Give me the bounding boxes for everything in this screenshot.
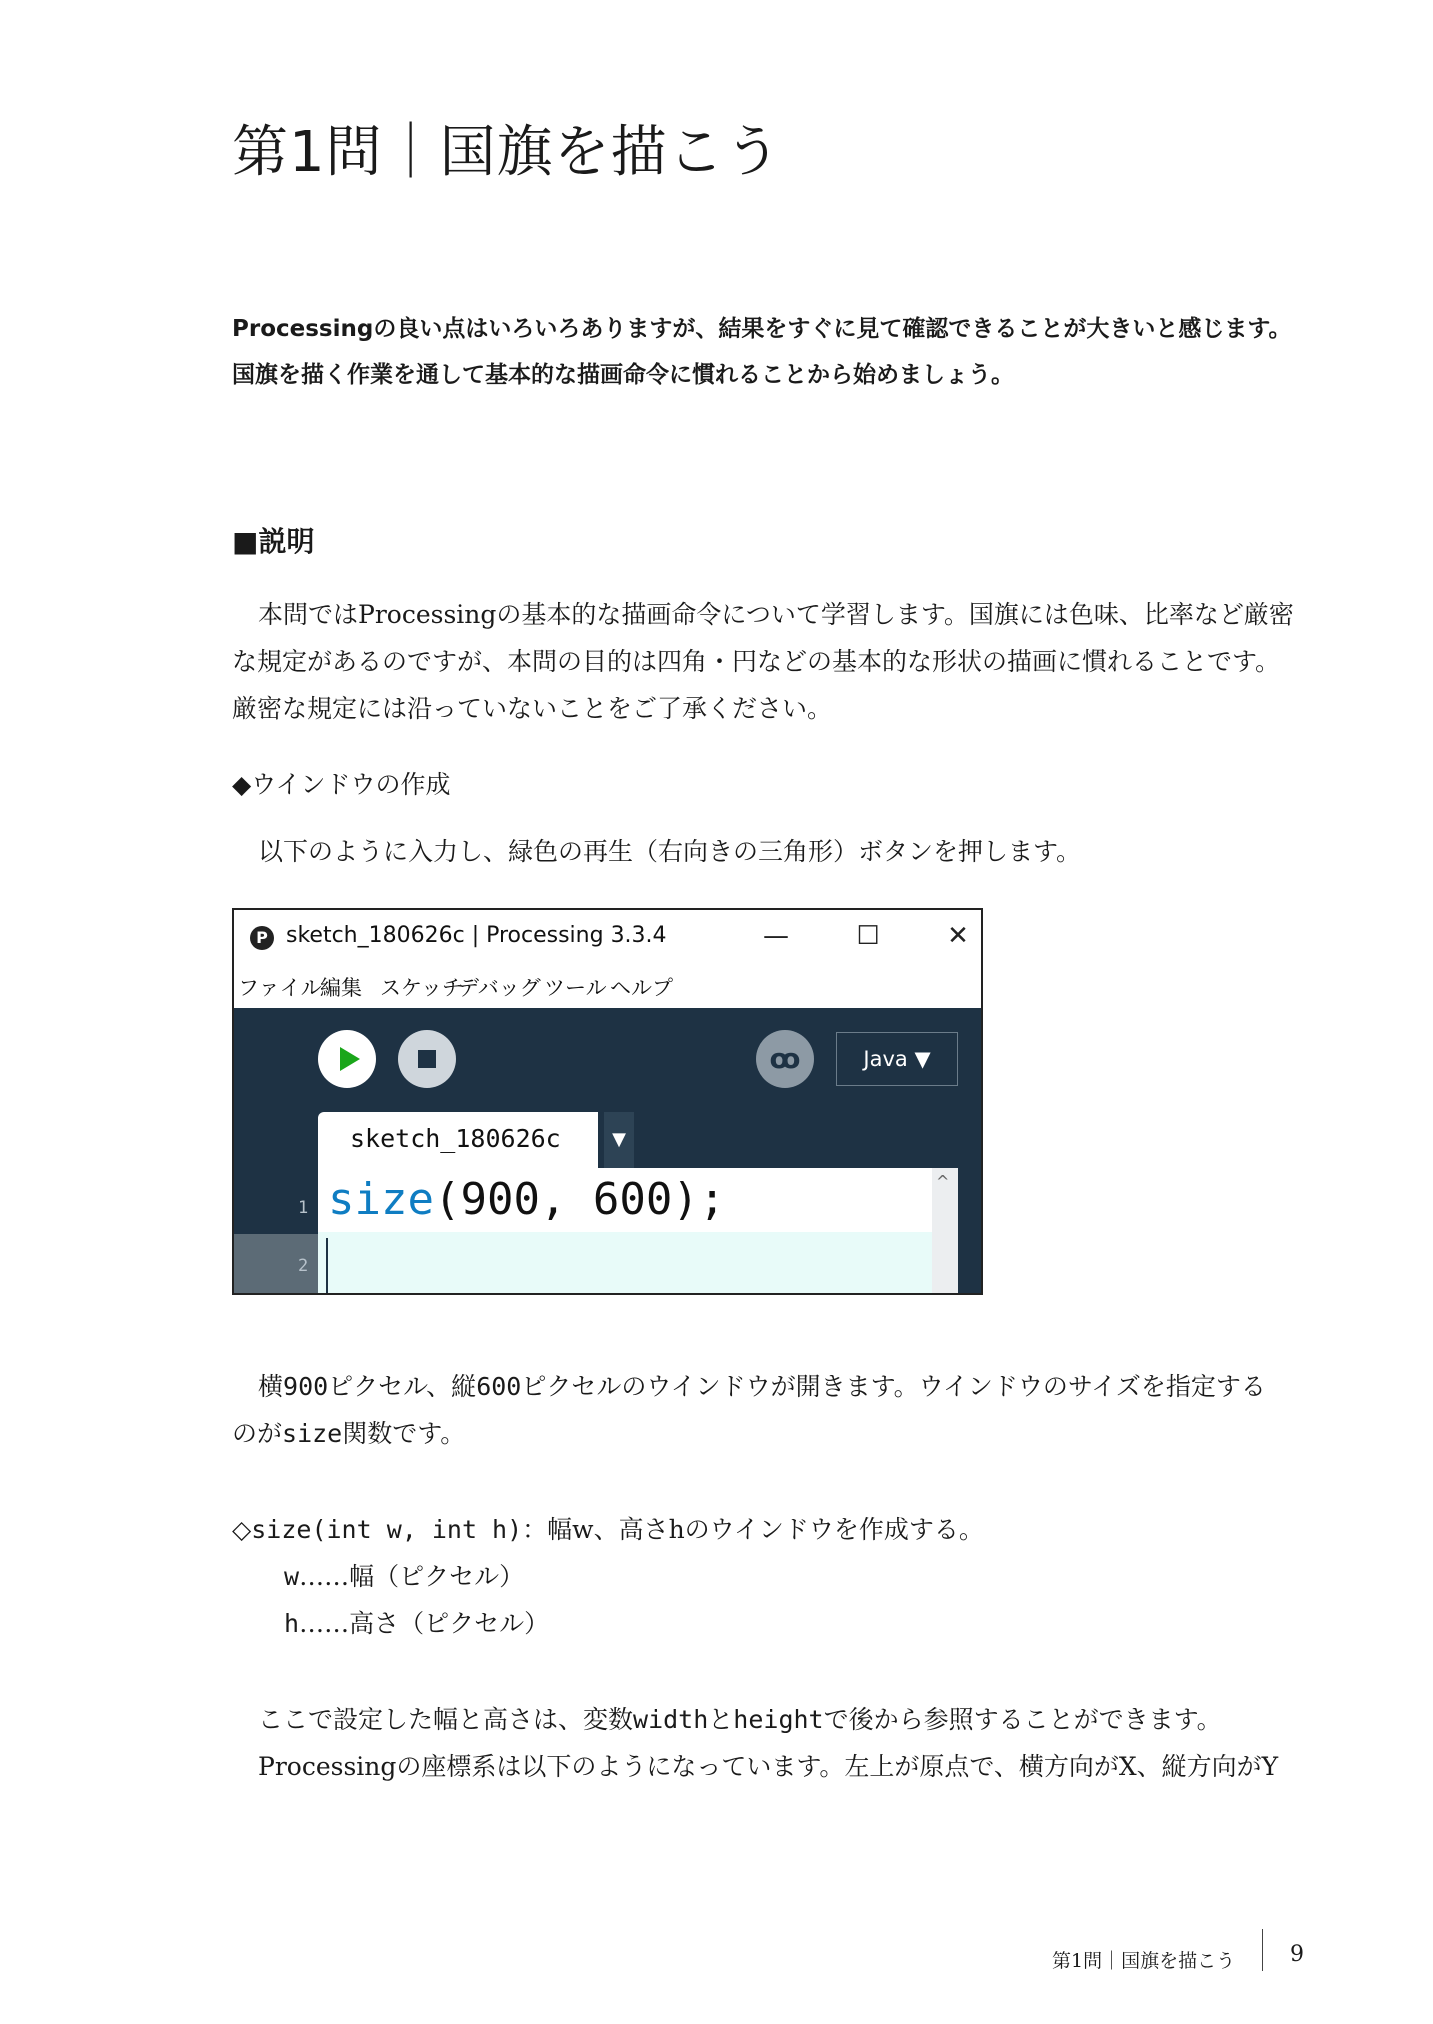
window-title: sketch_180626c | Processing 3.3.4 [286, 923, 667, 948]
after-text-c: ピクセルのウインドウが開きます。ウインドウのサイズを指定する [521, 1372, 1266, 1401]
footer-divider [1262, 1929, 1263, 1971]
processing-logo-icon: P [250, 926, 274, 950]
api-signature-desc: ：幅w、高さhのウインドウを作成する。 [522, 1515, 984, 1544]
text-caret [326, 1238, 328, 1294]
closing-text-c: で後から参照することができます。 [823, 1705, 1222, 1734]
ide-toolbar [234, 1008, 981, 1295]
after-code-size: size [282, 1419, 343, 1448]
line-number-2: 2 [298, 1256, 309, 1276]
diamond-icon: ◇ [232, 1515, 252, 1544]
line-number-1: 1 [298, 1198, 309, 1218]
instruction-text: 以下のように入力し、緑色の再生（右向きの三角形）ボタンを押します。 [258, 837, 1082, 866]
param-w-desc: ……幅（ピクセル） [299, 1562, 525, 1591]
menu-bar [234, 962, 981, 1009]
closing-code-width: width [633, 1705, 709, 1734]
menu-tools[interactable]: ツール [544, 976, 607, 1000]
closing-text-a: ここで設定した幅と高さは、変数 [258, 1705, 634, 1734]
api-param-h [284, 1604, 549, 1640]
param-w-code: w [284, 1562, 300, 1591]
subsection-heading: ◆ウインドウの作成 [232, 770, 451, 799]
after-code-600: 600 [476, 1372, 522, 1401]
close-icon[interactable]: ✕ [947, 921, 969, 951]
tab-menu-arrow-icon[interactable]: ▼ [604, 1112, 634, 1168]
editor-scrollbar[interactable] [932, 1168, 958, 1295]
api-signature [232, 1510, 984, 1546]
code-args: (900, 600); [433, 1174, 726, 1225]
minimize-icon[interactable]: — [763, 921, 789, 951]
closing-text-b: と [708, 1705, 734, 1734]
scroll-up-icon[interactable]: ^ [936, 1172, 950, 1191]
page-number: 9 [1290, 1942, 1304, 1967]
after-text-a: 横 [258, 1372, 284, 1401]
closing-code-height: height [733, 1705, 824, 1734]
menu-file[interactable]: ファイル [238, 976, 322, 1000]
code-keyword: size [328, 1174, 434, 1225]
param-h-code: h [284, 1609, 300, 1638]
footer-running-title: 第1問｜国旗を描こう [1052, 1950, 1236, 1972]
api-param-w [284, 1557, 524, 1593]
code-line-1 [328, 1174, 725, 1225]
run-button[interactable] [318, 1030, 376, 1088]
code-editor[interactable] [318, 1168, 932, 1295]
stop-button[interactable] [398, 1030, 456, 1088]
lead-line-2: 国旗を描く作業を通して基本的な描画命令に慣れることから始めましょう。 [232, 362, 1014, 388]
menu-sketch[interactable]: スケッチ [380, 976, 463, 1000]
section-heading: ■説明 [232, 525, 315, 558]
menu-debug[interactable]: デバッグ [458, 976, 541, 1000]
after-line-2 [232, 1414, 465, 1450]
closing-line-1 [258, 1700, 1222, 1736]
intro-line-2: な規定があるのですが、本問の目的は四角・円などの基本的な形状の描画に慣れることです。 [232, 647, 1281, 676]
debug-butterfly-icon[interactable]: ꝏ [756, 1030, 814, 1088]
menu-edit[interactable]: 編集 [320, 976, 362, 1000]
closing-line-2: Processingの座標系は以下のようになっています。左上が原点で、横方向がX、縦方向がY [258, 1752, 1279, 1781]
after-text-b: ピクセル、縦 [328, 1372, 477, 1401]
chapter-title: 第1問｜国旗を描こう [232, 120, 782, 185]
after-text-d: のが [232, 1419, 283, 1448]
api-signature-code: size(int w, int h) [251, 1515, 523, 1544]
intro-line-3: 厳密な規定には沿っていないことをご了承ください。 [232, 694, 833, 723]
lead-line-1: Processingの良い点はいろいろありますが、結果をすぐに見て確認できることが大きいと感じます。 [232, 316, 1292, 342]
tab-label: sketch_180626c [350, 1124, 561, 1153]
param-h-desc: ……高さ（ピクセル） [299, 1609, 550, 1638]
tab-sketch[interactable] [318, 1112, 598, 1168]
ide-screenshot [232, 908, 983, 1295]
menu-help[interactable]: ヘルプ [610, 976, 673, 1000]
after-text-e: 関数です。 [342, 1419, 466, 1448]
maximize-icon[interactable]: ☐ [856, 921, 880, 951]
intro-line-1: 本問ではProcessingの基本的な描画命令について学習します。国旗には色味、比率など厳密 [258, 600, 1294, 629]
mode-selector[interactable]: Java ▼ [836, 1032, 958, 1086]
after-line-1 [258, 1367, 1266, 1403]
window-titlebar [234, 910, 981, 962]
after-code-900: 900 [283, 1372, 329, 1401]
